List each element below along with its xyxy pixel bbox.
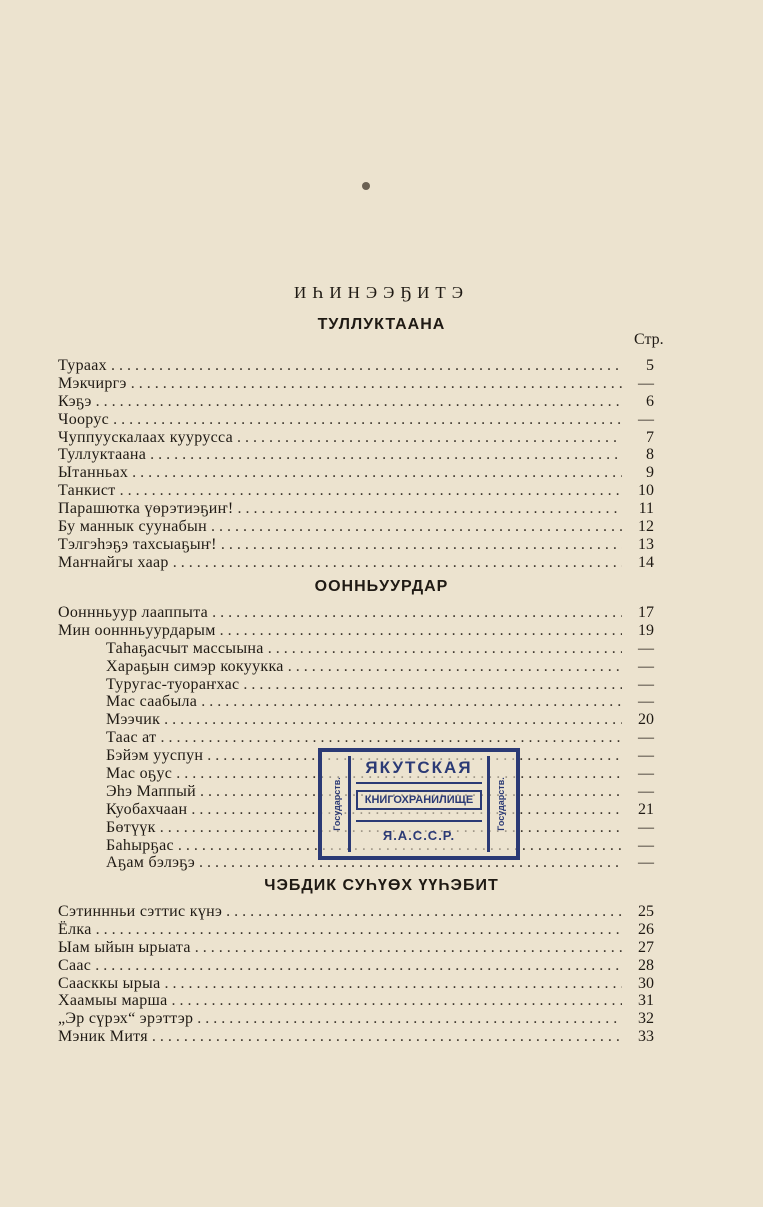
ink-dot [362,182,370,190]
toc-entry-page: — [638,410,654,428]
toc-entry-page: — [638,639,654,657]
dot-leader [195,939,622,957]
toc-entry-title: Таас ат [106,729,157,747]
toc-entry-page: — [638,729,654,747]
contents-title: ИҺИНЭЭҔИТЭ [294,283,469,302]
toc-entry [58,992,654,1010]
toc-entry-page: 13 [638,535,654,553]
dot-leader [164,711,622,729]
toc-entry-page: — [638,747,654,765]
toc-entry-title: Эһэ Маппый [106,782,196,800]
toc-entry-title: Аҕам бэлэҕэ [106,854,196,872]
dot-leader [197,1010,622,1028]
toc-entry-title: Мэник Митя [58,1028,148,1046]
toc-entry-page: 21 [638,800,654,818]
toc-entry [58,375,654,393]
toc-entry [58,693,654,711]
toc-section-3 [58,903,654,1046]
toc-entry-page: — [638,782,654,800]
toc-entry [58,518,654,536]
toc-entry-title: Кэҕэ [58,392,92,410]
toc-entry-title: Хаамыы марша [58,992,168,1010]
dot-leader [220,622,622,640]
section-heading-1: ТУЛЛУКТААНА [317,316,446,333]
toc-entry-title: Бэйэм ууспун [106,747,204,765]
toc-entry [58,393,654,411]
toc-entry-title: Хараҕын симэр кокуукка [106,657,284,675]
toc-entry [58,903,654,921]
toc-entry-page: 12 [638,518,654,536]
dot-leader [172,992,622,1010]
toc-entry-page: 26 [638,920,654,938]
dot-leader [96,921,622,939]
toc-entry-page: 14 [638,553,654,571]
dot-leader [152,1028,622,1046]
dot-leader [212,604,622,622]
toc-entry-page: — [638,854,654,872]
toc-entry-page: 7 [646,428,654,446]
toc-entry [58,536,654,554]
toc-entry-page: 9 [646,464,654,482]
dot-leader [243,676,622,694]
toc-entry-page: — [638,818,654,836]
toc-entry [58,658,654,676]
dot-leader [237,429,622,447]
toc-entry [58,554,654,572]
toc-entry-page: 19 [638,621,654,639]
toc-entry-page: 25 [638,903,654,920]
toc-entry-title: Чуппуускалаах куурусса [58,428,234,446]
toc-entry-title: Куобахчаан [106,800,188,818]
section-heading-2: ООННЬУУРДАР [314,578,449,595]
toc-entry-title: Бөтүүк [106,818,156,836]
toc-entry-title: Парашютка үөрэтиэҕиҥ! [58,500,234,518]
dot-leader [173,554,622,572]
toc-entry [58,446,654,464]
toc-entry [58,729,654,747]
toc-entry-page: 8 [646,446,654,464]
dot-leader [113,411,622,429]
toc-entry-page: — [638,374,654,392]
toc-entry-title: Тэлгэһэҕэ тахсыаҕыҥ! [58,535,217,553]
toc-entry-page: — [638,693,654,711]
toc-entry-page: — [638,675,654,693]
toc-entry-title: Туругас-туораҥхас [106,675,240,693]
toc-entry-page: 32 [638,1010,654,1028]
section-heading-3: ЧЭБДИК СУҺҮӨХ ҮҮҺЭБИТ [264,877,499,894]
toc-entry [58,482,654,500]
toc-entry-page: 11 [638,500,654,518]
toc-entry-page: — [638,657,654,675]
toc-entry-page: 27 [638,938,654,956]
toc-entry-title: Туллуктаана [58,446,147,464]
toc-entry-page: 20 [638,711,654,729]
dot-leader [132,464,622,482]
toc-entry-page: 5 [646,357,654,374]
toc-entry-page: 30 [638,974,654,992]
page-column-label: Стр. [634,331,664,348]
toc-entry-title: Танкист [58,482,116,500]
dot-leader [238,500,622,518]
toc-entry-title: Ёлка [58,920,92,938]
stamp-line-2: КНИГОХРАНИЛИЩЕ [356,790,482,810]
dot-leader [160,729,622,747]
toc-entry-title: Таһаҕасчыт массыына [106,639,264,657]
toc-entry [58,357,654,375]
toc-entry-title: Мас оҕус [106,765,173,783]
dot-leader [120,482,622,500]
toc-entry-title: Мас саабыла [106,693,198,711]
stamp-side-text-left: Государств. [332,777,342,831]
toc-entry [58,957,654,975]
toc-entry-title: Саасккы ырыа [58,974,161,992]
toc-entry-title: Бу маннык суунабын [58,518,207,536]
dot-leader [221,536,622,554]
dot-leader [164,975,622,993]
dot-leader [226,903,622,921]
toc-entry [58,604,654,622]
toc-entry-title: Ооннньуур лааппыта [58,604,209,621]
toc-entry [58,411,654,429]
dot-leader [150,446,622,464]
toc-entry-title: Мээчик [106,711,161,729]
toc-entry-page: — [638,836,654,854]
dot-leader [211,518,622,536]
toc-entry-title: Мин ооннньуурдарым [58,621,216,639]
toc-entry-title: Ыам ыйын ырыата [58,938,191,956]
toc-entry [58,921,654,939]
toc-entry [58,1028,654,1046]
dot-leader [201,693,622,711]
toc-entry-title: Маҥнайгы хаар [58,553,169,571]
toc-entry [58,464,654,482]
toc-entry-title: Баһырҕас [106,836,174,854]
toc-entry-page: 28 [638,956,654,974]
dot-leader [111,357,622,375]
toc-entry-page: — [638,765,654,783]
toc-entry-title: Сэтиннньи сэттис күнэ [58,903,223,920]
stamp-line-3: Я.А.С.С.Р. [382,828,456,843]
toc-entry-page: 17 [638,604,654,621]
toc-entry-page: 31 [638,992,654,1010]
toc-entry-title: Саас [58,956,92,974]
dot-leader [131,375,622,393]
toc-entry [58,711,654,729]
toc-entry-page: 33 [638,1028,654,1046]
toc-section-1 [58,357,654,572]
toc-entry [58,975,654,993]
toc-entry-page: 10 [638,482,654,500]
toc-entry-page: 6 [646,392,654,410]
toc-entry [58,939,654,957]
toc-entry [58,500,654,518]
toc-entry-title: „Эр сүрэх“ эрэттэр [58,1010,194,1028]
toc-entry-title: Тураах [58,357,107,374]
toc-entry-title: Чоорус [58,410,110,428]
toc-entry-title: Мэкчиргэ [58,374,127,392]
dot-leader [288,658,622,676]
toc-entry [58,429,654,447]
dot-leader [268,640,622,658]
toc-entry [58,622,654,640]
toc-entry [58,676,654,694]
dot-leader [96,393,622,411]
library-stamp [318,748,520,860]
toc-entry-title: Ытанньах [58,464,129,482]
toc-entry [58,1010,654,1028]
dot-leader [95,957,622,975]
stamp-side-text-right: Государств. [496,777,506,831]
toc-entry [58,640,654,658]
stamp-line-1: ЯКУТСКАЯ [365,758,473,777]
